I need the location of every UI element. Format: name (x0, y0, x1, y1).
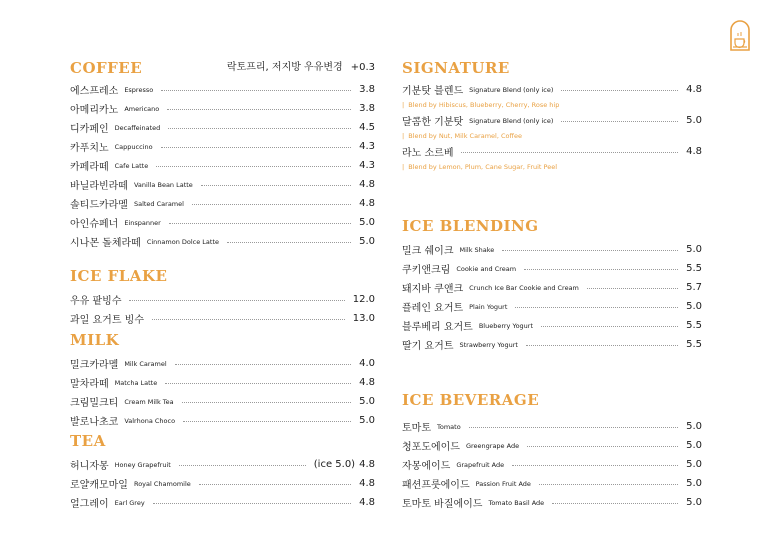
item-description (402, 99, 702, 111)
item-price (686, 497, 702, 508)
item-price (359, 217, 375, 228)
menu-item (70, 194, 375, 213)
dotted-leader (561, 121, 678, 122)
menu-item (70, 392, 375, 411)
item-name-en: Americano (124, 104, 160, 113)
section-coffee (70, 58, 375, 251)
item-name-en: Earl Grey (114, 498, 145, 507)
item-name-ko: 쿠키앤크림 (402, 265, 451, 276)
item-name-en: Einspanner (124, 218, 161, 227)
item-name-en: Tomato (436, 422, 461, 431)
section-title: ICE BLENDING (402, 217, 539, 235)
item-price (359, 415, 375, 426)
menu-item (70, 213, 375, 232)
dotted-leader (192, 204, 351, 205)
menu-item (70, 309, 375, 328)
dotted-leader (199, 484, 351, 485)
item-name-en: Strawberry Yogurt (459, 340, 518, 349)
item-name-ko: 플레인 요거트 (402, 303, 464, 314)
dotted-leader (469, 427, 678, 428)
section-signature (402, 58, 702, 173)
menu-item (402, 436, 702, 455)
dotted-leader (461, 152, 678, 153)
item-price-value: 5.0 (359, 217, 375, 228)
item-price (359, 84, 375, 95)
item-price (359, 198, 375, 209)
item-price (686, 84, 702, 95)
item-name-ko: 밀크카라멜 (70, 360, 119, 371)
item-name-ko: 솔티드카라멜 (70, 200, 128, 211)
item-name-en: Grapefruit Ade (456, 460, 505, 469)
menu-item (70, 156, 375, 175)
item-price (353, 294, 375, 305)
menu-item (70, 373, 375, 392)
item-name-ko: 블루베리 요거트 (402, 322, 473, 333)
section-tea (70, 431, 375, 512)
milk-option-price: +0.3 (350, 62, 375, 73)
item-price-value: 12.0 (352, 294, 375, 305)
dotted-leader (165, 383, 351, 384)
menu-item (402, 80, 702, 99)
menu-item (70, 290, 375, 309)
menu-item (70, 455, 375, 474)
item-price-value: 4.5 (359, 122, 375, 133)
item-price-value: 5.0 (359, 396, 375, 407)
menu-item (402, 142, 702, 161)
item-price (686, 320, 702, 331)
item-name-en: Espresso (124, 85, 154, 94)
item-name-ko: 청포도에이드 (402, 442, 460, 453)
item-name-ko: 카푸치노 (70, 143, 109, 154)
menu-item (70, 474, 375, 493)
item-name-ko: 딸기 요거트 (402, 341, 454, 352)
item-price-note: (ice 5.0) (313, 459, 356, 470)
item-price-value: 5.0 (359, 236, 375, 247)
item-price-value: 4.8 (359, 478, 375, 489)
dotted-leader (152, 319, 345, 320)
item-name-ko: 토마토 (402, 423, 431, 434)
item-price-value: 5.0 (359, 415, 375, 426)
dotted-leader (153, 503, 351, 504)
menu-item (70, 175, 375, 194)
item-name-ko: 얼그레이 (70, 499, 109, 510)
item-name-en: Vanilla Bean Latte (133, 180, 193, 189)
item-name-en: Tomato Basil Ade (488, 498, 545, 507)
dotted-leader (541, 326, 678, 327)
item-name-ko: 돼지바 쿠앤크 (402, 284, 464, 295)
item-price-value: 3.8 (359, 103, 375, 114)
item-price-value: 4.8 (359, 179, 375, 190)
item-price (359, 478, 375, 489)
dotted-leader (561, 90, 678, 91)
item-name-ko: 밀크 쉐이크 (402, 246, 454, 257)
dotted-leader (156, 166, 351, 167)
item-price-value: 5.0 (686, 478, 702, 489)
item-name-en: Plain Yogurt (469, 302, 508, 311)
section-milk (70, 330, 375, 430)
item-name-ko: 허니자몽 (70, 461, 109, 472)
menu-item (402, 259, 702, 278)
menu-item (402, 240, 702, 259)
dotted-leader (227, 242, 351, 243)
description-bar: | (402, 163, 405, 171)
item-name-ko: 로얄캐모마일 (70, 480, 128, 491)
item-name-en: Passion Fruit Ade (475, 479, 531, 488)
item-price (359, 497, 375, 508)
item-name-en: Greengrape Ade (465, 441, 520, 450)
dotted-leader (539, 484, 678, 485)
item-name-en: Matcha Latte (114, 378, 158, 387)
menu-item (402, 493, 702, 512)
item-price-value: 4.8 (359, 377, 375, 388)
item-price (686, 440, 702, 451)
item-price-value: 4.8 (686, 84, 702, 95)
item-description (402, 130, 702, 142)
dotted-leader (201, 185, 351, 186)
item-price (359, 236, 375, 247)
cafe-arch-cup-icon (729, 19, 751, 51)
item-name-en: Milk Shake (459, 245, 495, 254)
item-price-value: 5.5 (686, 320, 702, 331)
item-price (686, 421, 702, 432)
item-price (686, 459, 702, 470)
item-price (686, 263, 702, 274)
menu-item (70, 411, 375, 430)
description-bar: | (402, 132, 405, 140)
item-name-ko: 디카페인 (70, 124, 109, 135)
item-name-en: Cinnamon Dolce Latte (146, 237, 220, 246)
item-price (359, 122, 375, 133)
item-price (686, 282, 702, 293)
item-description (402, 161, 702, 173)
dotted-leader (552, 503, 678, 504)
item-price (353, 313, 375, 324)
item-description-text: Blend by Lemon, Plum, Cane Sugar, Fruit Peel (408, 163, 558, 171)
menu-item (70, 99, 375, 118)
item-name-en: Valrhona Choco (124, 416, 176, 425)
dotted-leader (512, 465, 678, 466)
item-name-ko: 말차라떼 (70, 379, 109, 390)
item-name-ko: 기분탓 블렌드 (402, 86, 464, 97)
item-name-en: Honey Grapefruit (114, 460, 171, 469)
menu-item (402, 297, 702, 316)
item-name-en: Cream Milk Tea (124, 397, 174, 406)
item-name-en: Blueberry Yogurt (478, 321, 534, 330)
item-price-value: 5.5 (686, 263, 702, 274)
item-name-ko: 토마토 바질에이드 (402, 499, 483, 510)
milk-option-note (227, 60, 375, 76)
item-name-en: Cafe Latte (114, 161, 149, 170)
item-name-en: Signature Blend (only ice) (469, 85, 554, 94)
item-price (314, 459, 375, 470)
item-price-value: 4.3 (359, 141, 375, 152)
item-name-en: Cappuccino (114, 142, 153, 151)
menu-item (70, 232, 375, 251)
item-price-value: 4.8 (686, 146, 702, 157)
item-price-value: 5.0 (686, 440, 702, 451)
item-price (359, 358, 375, 369)
section-title: ICE BEVERAGE (402, 391, 540, 409)
dotted-leader (183, 421, 351, 422)
item-name-ko: 아인슈페너 (70, 219, 119, 230)
item-description-text: Blend by Nut, Milk Caramel, Coffee (408, 132, 522, 140)
item-name-ko: 자몽에이드 (402, 461, 451, 472)
item-price-value: 4.0 (359, 358, 375, 369)
dotted-leader (129, 300, 344, 301)
item-name-ko: 크림밀크티 (70, 398, 119, 409)
menu-item (402, 278, 702, 297)
item-name-ko: 발로나초코 (70, 417, 119, 428)
dotted-leader (587, 288, 678, 289)
dotted-leader (175, 364, 351, 365)
item-name-ko: 시나몬 돌체라떼 (70, 238, 141, 249)
dotted-leader (515, 307, 678, 308)
menu-item (70, 493, 375, 512)
section-ice-flake (70, 266, 375, 328)
item-description-text: Blend by Hibiscus, Blueberry, Cherry, Rose hip (408, 101, 560, 109)
section-title: MILK (70, 331, 120, 349)
section-ice-beverage (402, 390, 702, 512)
dotted-leader (161, 90, 351, 91)
item-price (686, 478, 702, 489)
menu-item (402, 474, 702, 493)
dotted-leader (161, 147, 352, 148)
dotted-leader (168, 128, 351, 129)
item-price (359, 396, 375, 407)
item-name-ko: 카페라떼 (70, 162, 109, 173)
item-name-ko: 패션프룻에이드 (402, 480, 470, 491)
section-title: COFFEE (70, 59, 143, 77)
item-price-value: 5.0 (686, 301, 702, 312)
item-name-ko: 아메리카노 (70, 105, 119, 116)
section-title: SIGNATURE (402, 59, 510, 77)
dotted-leader (167, 109, 351, 110)
item-price-value: 5.0 (686, 244, 702, 255)
item-name-en: Salted Caramel (133, 199, 184, 208)
item-price (359, 141, 375, 152)
item-price (686, 146, 702, 157)
dotted-leader (502, 250, 678, 251)
item-price-value: 4.8 (359, 198, 375, 209)
item-name-ko: 달콤한 기분탓 (402, 117, 464, 128)
item-price-value: 13.0 (352, 313, 375, 324)
item-name-en: Signature Blend (only ice) (469, 116, 554, 125)
menu-item (70, 354, 375, 373)
dotted-leader (179, 465, 306, 466)
dotted-leader (524, 269, 678, 270)
menu-item (402, 455, 702, 474)
item-name-ko: 바닐라빈라떼 (70, 181, 128, 192)
menu-item (70, 137, 375, 156)
item-price-value: 4.8 (359, 497, 375, 508)
dotted-leader (169, 223, 351, 224)
item-price-value: 4.3 (359, 160, 375, 171)
item-name-en: Royal Chamomile (133, 479, 191, 488)
item-price-value: 5.7 (686, 282, 702, 293)
menu-item (402, 111, 702, 130)
section-ice-blending (402, 216, 702, 354)
item-price-value: 3.8 (359, 84, 375, 95)
menu-item (402, 417, 702, 436)
item-price (359, 103, 375, 114)
item-name-ko: 우유 팥빙수 (70, 296, 122, 307)
item-price (686, 301, 702, 312)
menu-item (402, 316, 702, 335)
dotted-leader (526, 345, 678, 346)
item-price-value: 5.0 (686, 497, 702, 508)
item-price-value: 5.0 (686, 459, 702, 470)
item-price-value: 5.0 (686, 421, 702, 432)
item-price-value: 5.5 (686, 339, 702, 350)
item-name-en: Decaffeinated (114, 123, 161, 132)
item-price (359, 377, 375, 388)
item-name-en: Milk Caramel (124, 359, 167, 368)
item-price-value: 4.8 (359, 459, 375, 470)
item-price (686, 115, 702, 126)
item-price (359, 179, 375, 190)
item-name-en: Cookie and Cream (456, 264, 517, 273)
milk-option-label: 락토프리, 저지방 우유변경 (226, 62, 343, 73)
item-name-ko: 라노 소르베 (402, 148, 454, 159)
dotted-leader (527, 446, 678, 447)
dotted-leader (182, 402, 351, 403)
item-price (686, 244, 702, 255)
item-name-ko: 과일 요거트 빙수 (70, 315, 144, 326)
menu-item (70, 118, 375, 137)
item-price-value: 5.0 (686, 115, 702, 126)
section-title: ICE FLAKE (70, 267, 168, 285)
item-name-ko: 에스프레소 (70, 86, 119, 97)
item-price (359, 160, 375, 171)
description-bar: | (402, 101, 405, 109)
menu-item (402, 335, 702, 354)
item-name-en: Crunch Ice Bar Cookie and Cream (469, 283, 579, 292)
section-title: TEA (70, 432, 106, 450)
item-price (686, 339, 702, 350)
menu-item (70, 80, 375, 99)
